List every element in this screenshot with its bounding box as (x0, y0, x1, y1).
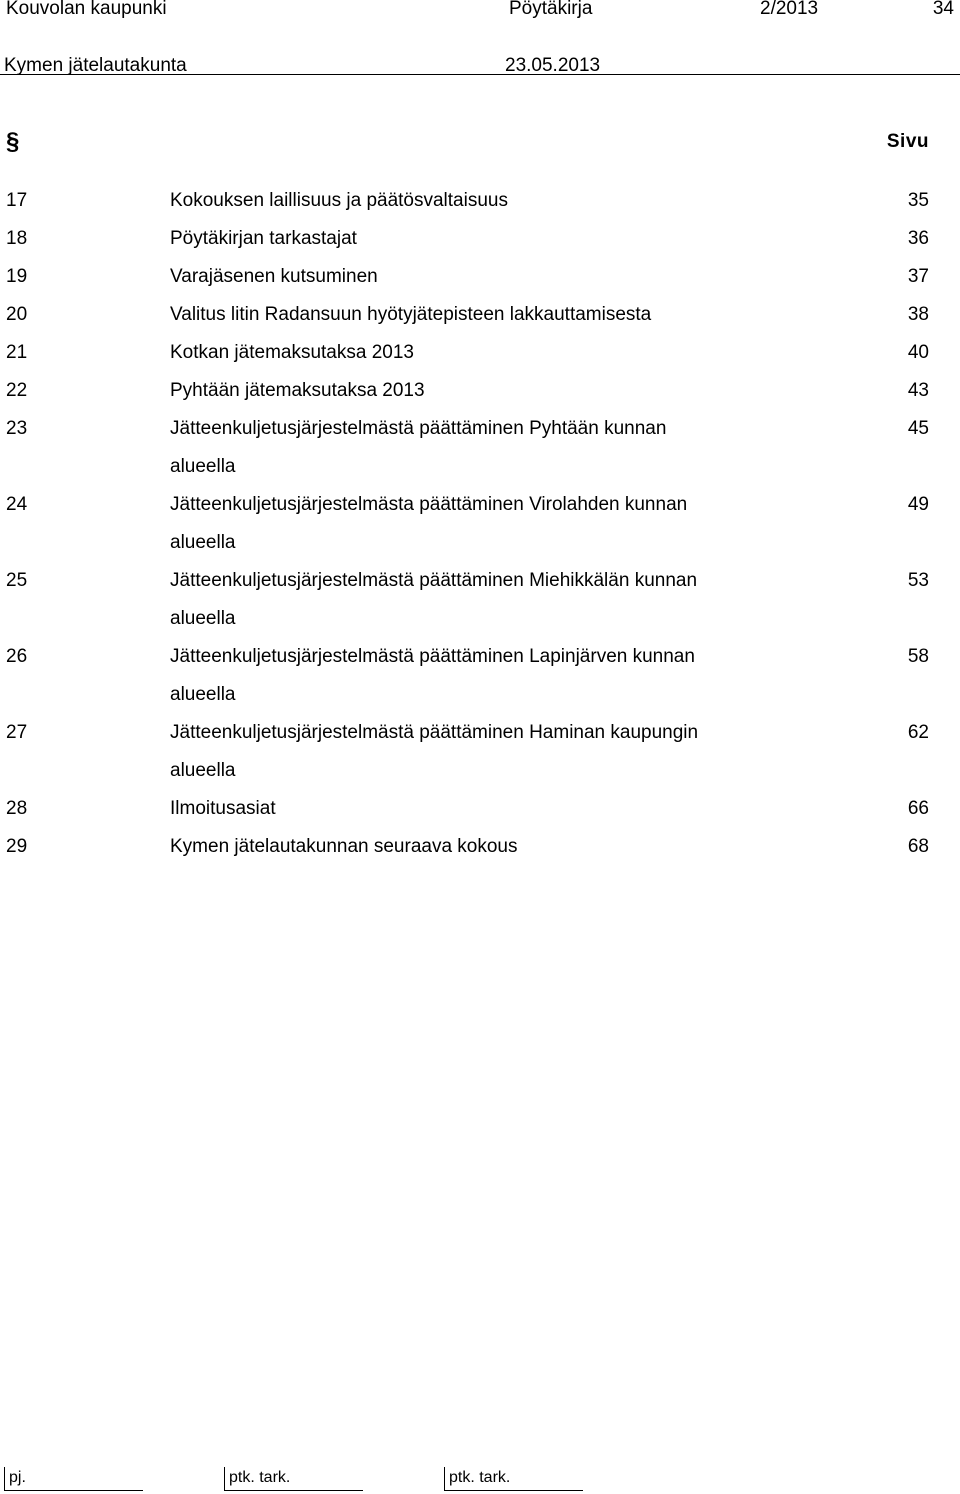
toc-item-title: Jätteenkuljetusjärjestelmästä päättäminen Miehikkälän kunnan alueella (170, 570, 698, 629)
toc-item-page: 38 (907, 304, 929, 325)
toc-item-title: Pöytäkirjan tarkastajat (170, 228, 357, 249)
page-number: 34 (932, 0, 954, 19)
chair-label: pj. (9, 1469, 26, 1486)
toc-item-page: 62 (907, 722, 929, 743)
toc-row (0, 790, 960, 828)
toc-row (0, 828, 960, 866)
toc-row (0, 714, 960, 790)
toc-item-number: 22 (6, 380, 28, 401)
toc-item-number: 18 (6, 228, 28, 249)
toc-row (0, 372, 960, 410)
toc-item-page: 45 (907, 418, 929, 439)
toc-item-title: Jätteenkuljetusjärjestelmästä päättäminen Pyhtään kunnan alueella (170, 418, 667, 477)
toc-item-number: 23 (6, 418, 28, 439)
toc-row (0, 334, 960, 372)
toc-item-number: 24 (6, 494, 28, 515)
toc-item-page: 53 (907, 570, 929, 591)
committee-name: Kymen jätelautakunta (4, 55, 187, 76)
toc-item-page: 49 (907, 494, 929, 515)
toc-row (0, 562, 960, 638)
toc-item-number: 21 (6, 342, 28, 363)
table-of-contents (0, 182, 960, 866)
toc-item-number: 26 (6, 646, 28, 667)
toc-row (0, 220, 960, 258)
toc-item-title: Jätteenkuljetusjärjestelmästa päättäminen Virolahden kunnan alueella (170, 494, 688, 553)
toc-item-page: 35 (907, 190, 929, 211)
meeting-date: 23.05.2013 (505, 55, 601, 76)
toc-row (0, 486, 960, 562)
toc-row (0, 638, 960, 714)
toc-item-title: Valitus litin Radansuun hyötyjätepisteen lakkauttamisesta (170, 304, 652, 325)
checker2-label: ptk. tark. (449, 1469, 511, 1486)
toc-item-number: 29 (6, 836, 28, 857)
toc-item-title: Kotkan jätemaksutaksa 2013 (170, 342, 414, 363)
toc-item-page: 37 (907, 266, 929, 287)
toc-item-page: 66 (907, 798, 929, 819)
toc-item-page: 36 (907, 228, 929, 249)
toc-item-page: 68 (907, 836, 929, 857)
toc-item-number: 28 (6, 798, 28, 819)
organization-name: Kouvolan kaupunki (6, 0, 167, 19)
toc-item-number: 19 (6, 266, 28, 287)
toc-row (0, 182, 960, 220)
toc-row (0, 410, 960, 486)
toc-item-number: 20 (6, 304, 28, 325)
toc-item-number: 17 (6, 190, 28, 211)
toc-item-title: Pyhtään jätemaksutaksa 2013 (170, 380, 425, 401)
header-divider (0, 74, 960, 75)
toc-item-title: Ilmoitusasiat (170, 798, 276, 819)
checker1-label: ptk. tark. (229, 1469, 291, 1486)
toc-item-title: Jätteenkuljetusjärjestelmästä päättäminen Haminan kaupungin alueella (170, 722, 699, 781)
toc-item-number: 25 (6, 570, 28, 591)
document-type: Pöytäkirja (509, 0, 593, 19)
toc-row (0, 258, 960, 296)
chair-signature-line (4, 1467, 143, 1491)
section-symbol: § (6, 128, 20, 155)
toc-item-title: Kokouksen laillisuus ja päätösvaltaisuus (170, 190, 508, 211)
toc-item-page: 40 (907, 342, 929, 363)
checker1-signature-line (224, 1467, 363, 1491)
toc-item-number: 27 (6, 722, 28, 743)
toc-item-title: Kymen jätelautakunnan seuraava kokous (170, 836, 518, 857)
toc-item-title: Jätteenkuljetusjärjestelmästä päättäminen Lapinjärven kunnan alueella (170, 646, 695, 705)
toc-item-title: Varajäsenen kutsuminen (170, 266, 378, 287)
toc-item-page: 58 (907, 646, 929, 667)
issue-number: 2/2013 (760, 0, 819, 19)
toc-row (0, 296, 960, 334)
checker2-signature-line (444, 1467, 583, 1491)
toc-item-page: 43 (907, 380, 929, 401)
page-column-heading: Sivu (886, 131, 929, 152)
